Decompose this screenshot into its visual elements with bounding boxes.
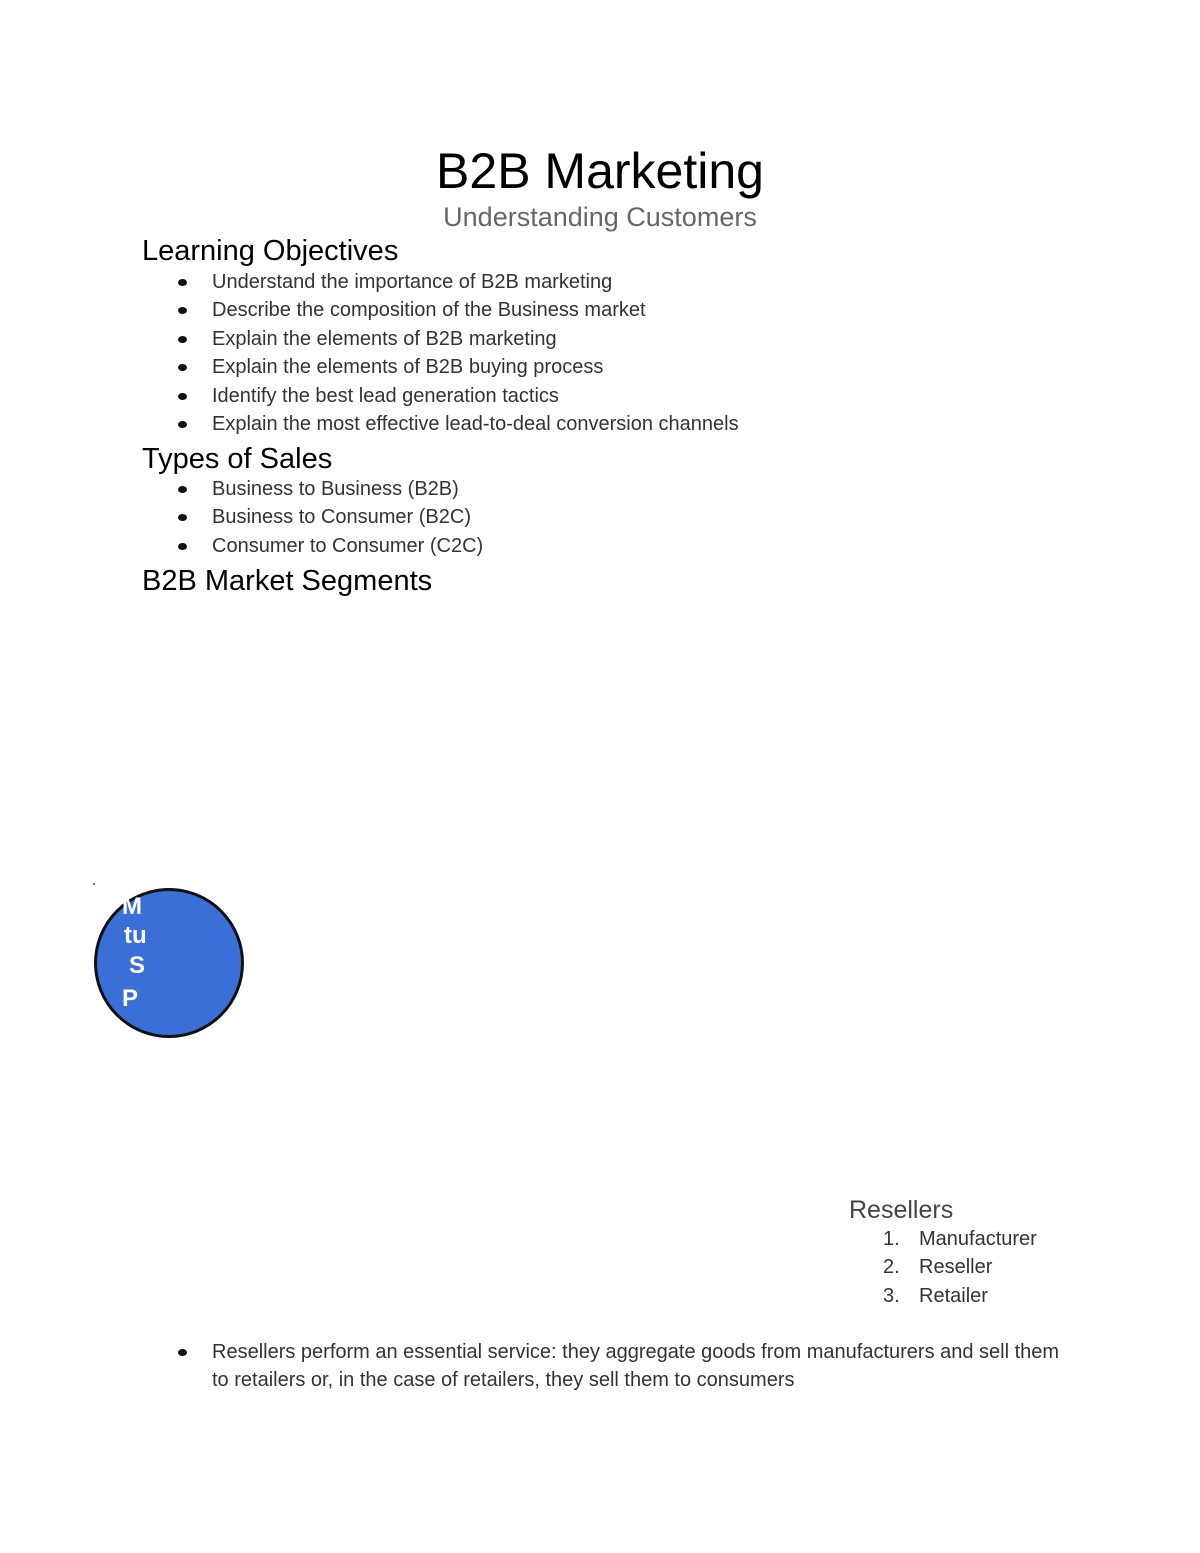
list-item xyxy=(849,1282,1037,1310)
list-item-text: Manufacturer xyxy=(919,1228,1037,1250)
types-of-sales-heading: Types of Sales xyxy=(142,443,333,475)
types-of-sales-list xyxy=(142,475,483,560)
learning-objectives-heading: Learning Objectives xyxy=(142,235,399,267)
bullet-icon xyxy=(178,393,187,400)
list-number: 1. xyxy=(883,1228,900,1250)
list-item-text: Identify the best lead generation tactics xyxy=(212,384,559,407)
list-item xyxy=(142,1338,1062,1395)
market-segment-diagram xyxy=(92,880,147,1050)
document-subtitle: Understanding Customers xyxy=(443,202,757,232)
bullet-icon xyxy=(178,364,187,371)
list-item xyxy=(142,475,483,503)
segment-label-fragment: P xyxy=(122,985,139,1012)
list-item-text: Understand the importance of B2B marketing xyxy=(212,271,613,293)
bullet-icon xyxy=(178,279,187,286)
document-title: B2B Marketing xyxy=(436,143,764,199)
segment-circle xyxy=(94,888,244,1038)
list-item xyxy=(142,325,739,353)
list-number: 2. xyxy=(883,1256,900,1279)
list-item xyxy=(142,382,739,410)
resellers-list xyxy=(849,1225,1037,1310)
list-item xyxy=(142,268,739,296)
list-item xyxy=(142,410,739,438)
list-item-text: Retailer xyxy=(919,1284,988,1307)
resellers-heading: Resellers xyxy=(849,1196,954,1224)
list-item xyxy=(142,532,483,560)
list-number: 3. xyxy=(883,1284,900,1307)
list-item xyxy=(849,1225,1037,1253)
bullet-icon xyxy=(178,421,187,428)
bullet-icon xyxy=(178,336,187,343)
bullet-icon xyxy=(178,514,187,521)
segment-label-fragment: M xyxy=(122,893,142,920)
list-item xyxy=(849,1253,1037,1281)
bullet-icon xyxy=(178,543,187,550)
market-segments-heading: B2B Market Segments xyxy=(142,565,433,597)
list-item-text: Business to Business (B2B) xyxy=(212,478,459,500)
list-item-text: Consumer to Consumer (C2C) xyxy=(212,534,484,557)
list-item-text: Business to Consumer (B2C) xyxy=(212,506,471,529)
segment-label-fragment: S xyxy=(129,952,146,979)
segment-label-fragment: tu xyxy=(124,922,147,949)
resellers-note: Resellers perform an essential service: they aggregate goods from manufacturers and sell them to retailers or, in the case of retailers, they sell them to consumers xyxy=(212,1341,1060,1392)
bullet-icon xyxy=(178,307,187,314)
list-item-text: Describe the composition of the Business market xyxy=(212,299,646,322)
learning-objectives-list xyxy=(142,268,739,438)
list-item xyxy=(142,353,739,381)
bullet-icon xyxy=(178,1349,187,1356)
list-item-text: Reseller xyxy=(919,1256,993,1279)
list-item xyxy=(142,503,483,531)
list-item-text: Explain the elements of B2B marketing xyxy=(212,327,557,350)
list-item xyxy=(142,296,739,324)
list-item-text: Explain the elements of B2B buying process xyxy=(212,356,604,379)
list-item-text: Explain the most effective lead-to-deal conversion channels xyxy=(212,413,739,436)
bullet-icon xyxy=(178,486,187,493)
resellers-note-list xyxy=(142,1338,1062,1395)
